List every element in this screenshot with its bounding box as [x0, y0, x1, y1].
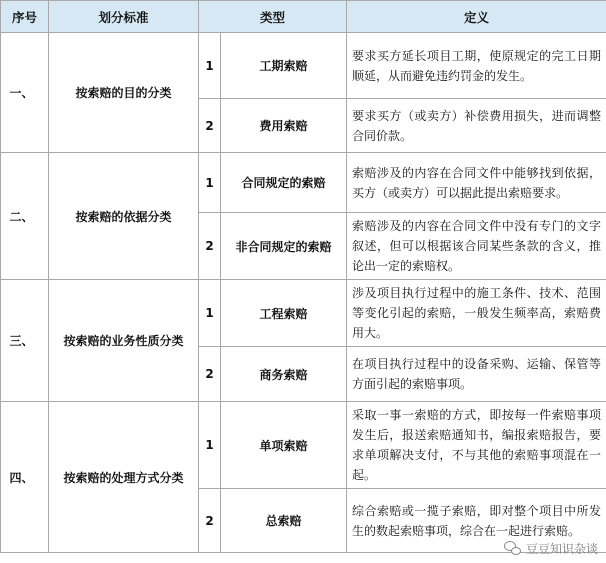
- header-type: 类型: [199, 1, 347, 33]
- table-row: [1, 402, 606, 489]
- row-definition: 索赔涉及的内容在合同文件中没有专门的文字叙述，但可以根据该合同某些条款的含义，推论出一定的索赔权。: [347, 213, 606, 280]
- row-num: 1: [199, 33, 221, 99]
- row-type: 单项索赔: [221, 402, 347, 489]
- row-num: 2: [199, 213, 221, 280]
- row-num: 1: [199, 402, 221, 489]
- header-criteria: 划分标准: [49, 1, 199, 33]
- row-definition: 要求买方（或卖方）补偿费用损失，进而调整合同价款。: [347, 99, 606, 153]
- watermark-text: 豆豆知识杂谈: [525, 542, 598, 556]
- group-criteria: 按索赔的依据分类: [49, 153, 199, 280]
- row-definition: 采取一事一索赔的方式，即按每一件索赔事项发生后，报送索赔通知书，编报索赔报告，要求单项解决支付，不与其他的索赔事项混在一起。: [347, 402, 606, 489]
- row-definition: 在项目执行过程中的设备采购、运输、保管等方面引起的索赔事项。: [347, 347, 606, 402]
- row-definition: 索赔涉及的内容在合同文件中能够找到依据，买方（或卖方）可以据此提出索赔要求。: [347, 153, 606, 213]
- row-type: 费用索赔: [221, 99, 347, 153]
- row-type: 工期索赔: [221, 33, 347, 99]
- group-criteria: 按索赔的目的分类: [49, 33, 199, 153]
- row-type: 非合同规定的索赔: [221, 213, 347, 280]
- wechat-icon: [504, 541, 522, 556]
- row-type: 总索赔: [221, 489, 347, 553]
- group-seq: 二、: [1, 153, 49, 280]
- group-criteria: 按索赔的业务性质分类: [49, 280, 199, 402]
- header-definition: 定义: [347, 1, 606, 33]
- table-row: [1, 153, 606, 213]
- row-num: 2: [199, 347, 221, 402]
- row-definition: 涉及项目执行过程中的施工条件、技术、范围等变化引起的索赔，一般发生频率高，索赔费用大。: [347, 280, 606, 347]
- group-seq: 四、: [1, 402, 49, 553]
- row-num: 1: [199, 153, 221, 213]
- group-seq: 三、: [1, 280, 49, 402]
- table-row: [1, 280, 606, 347]
- row-type: 商务索赔: [221, 347, 347, 402]
- header-seq: 序号: [1, 1, 49, 33]
- row-type: 工程索赔: [221, 280, 347, 347]
- row-type: 合同规定的索赔: [221, 153, 347, 213]
- group-seq: 一、: [1, 33, 49, 153]
- group-criteria: 按索赔的处理方式分类: [49, 402, 199, 553]
- table-header-row: [1, 1, 606, 33]
- row-num: 2: [199, 489, 221, 553]
- row-definition: 综合索赔或一揽子索赔，即对整个项目中所发生的数起索赔事项，综合在一起进行索赔。: [347, 489, 606, 553]
- watermark: [504, 540, 598, 557]
- table-row: [1, 33, 606, 99]
- row-num: 2: [199, 99, 221, 153]
- row-definition: 要求买方延长项目工期，使原规定的完工日期顺延，从而避免违约罚金的发生。: [347, 33, 606, 99]
- row-num: 1: [199, 280, 221, 347]
